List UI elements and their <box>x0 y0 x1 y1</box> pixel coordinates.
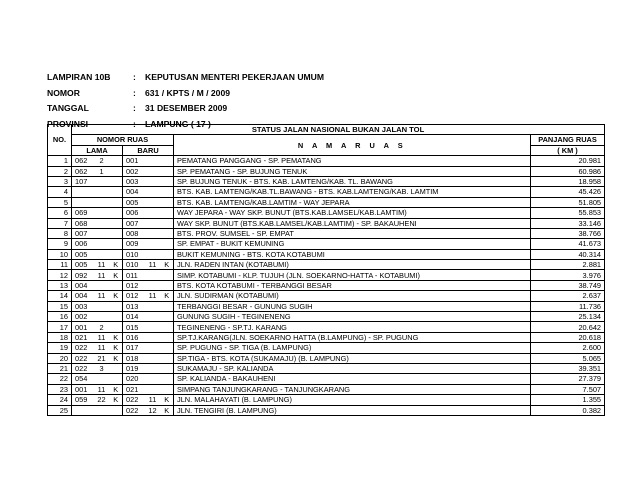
cell-baru-kode <box>161 384 174 394</box>
cell-panjang: 1.355 <box>531 395 605 405</box>
cell-lama-sub <box>94 208 110 218</box>
cell-nama-ruas: GUNUNG SUGIH - TEGINENENG <box>174 312 531 322</box>
cell-no: 20 <box>48 353 72 363</box>
cell-panjang: 27.379 <box>531 374 605 384</box>
cell-lama-kode: K <box>110 384 123 394</box>
cell-baru-nomor: 012 <box>123 291 145 301</box>
cell-baru-kode <box>161 249 174 259</box>
cell-lama-nomor <box>72 405 94 415</box>
cell-lama-kode <box>110 322 123 332</box>
cell-lama-nomor: 004 <box>72 280 94 290</box>
table-row <box>48 239 605 249</box>
cell-no: 22 <box>48 374 72 384</box>
cell-lama-kode <box>110 228 123 238</box>
cell-panjang: 2.881 <box>531 260 605 270</box>
cell-nama-ruas: BTS. KAB. LAMTENG/KAB.TL.BAWANG - BTS. KAB.LAMTENG/KAB. LAMTIM <box>174 187 531 197</box>
cell-baru-kode <box>161 228 174 238</box>
cell-baru-kode <box>161 343 174 353</box>
cell-lama-nomor: 054 <box>72 374 94 384</box>
cell-no: 23 <box>48 384 72 394</box>
cell-no: 2 <box>48 166 72 176</box>
cell-baru-sub <box>145 249 161 259</box>
cell-baru-kode <box>161 363 174 373</box>
cell-baru-sub: 11 <box>145 395 161 405</box>
cell-lama-nomor: 004 <box>72 291 94 301</box>
cell-baru-sub <box>145 197 161 207</box>
table-body <box>48 156 605 416</box>
cell-lama-sub <box>94 280 110 290</box>
cell-baru-kode <box>161 301 174 311</box>
meta-colon: : <box>133 118 136 129</box>
cell-nama-ruas: JLN. RADEN INTAN (KOTABUMI) <box>174 260 531 270</box>
cell-lama-kode: K <box>110 332 123 342</box>
cell-panjang: 20.642 <box>531 322 605 332</box>
cell-lama-sub: 11 <box>94 384 110 394</box>
cell-panjang: 7.507 <box>531 384 605 394</box>
cell-baru-sub <box>145 280 161 290</box>
cell-nama-ruas: BTS. PROV. SUMSEL - SP. EMPAT <box>174 228 531 238</box>
cell-baru-sub <box>145 208 161 218</box>
cell-nama-ruas: SP. PEMATANG - SP. BUJUNG TENUK <box>174 166 531 176</box>
cell-lama-sub: 21 <box>94 353 110 363</box>
table-row <box>48 395 605 405</box>
cell-lama-nomor: 002 <box>72 312 94 322</box>
cell-no: 16 <box>48 312 72 322</box>
cell-panjang: 39.351 <box>531 363 605 373</box>
meta-value: 31 DESEMBER 2009 <box>145 103 228 113</box>
cell-lama-nomor: 003 <box>72 301 94 311</box>
cell-no: 7 <box>48 218 72 228</box>
cell-baru-sub <box>145 218 161 228</box>
header-row-1 <box>48 135 605 145</box>
header-km: ( KM ) <box>531 145 605 155</box>
cell-panjang: 11.736 <box>531 301 605 311</box>
table-row <box>48 343 605 353</box>
cell-baru-kode <box>161 322 174 332</box>
cell-nama-ruas: SP. EMPAT - BUKIT KEMUNING <box>174 239 531 249</box>
cell-baru-kode: K <box>161 291 174 301</box>
table-row <box>48 363 605 373</box>
cell-panjang: 41.673 <box>531 239 605 249</box>
cell-nama-ruas: SP. PUGUNG - SP. TIGA (B. LAMPUNG) <box>174 343 531 353</box>
cell-panjang: 2.637 <box>531 291 605 301</box>
cell-baru-kode <box>161 270 174 280</box>
cell-lama-kode <box>110 312 123 322</box>
cell-nama-ruas: WAY JEPARA - WAY SKP. BUNUT (BTS.KAB.LAMSEL/KAB.LAMTIM) <box>174 208 531 218</box>
table-row <box>48 187 605 197</box>
cell-baru-sub <box>145 374 161 384</box>
cell-baru-nomor: 002 <box>123 166 145 176</box>
cell-baru-sub <box>145 384 161 394</box>
cell-lama-nomor: 022 <box>72 363 94 373</box>
cell-baru-sub <box>145 353 161 363</box>
cell-lama-sub: 11 <box>94 343 110 353</box>
cell-baru-nomor: 016 <box>123 332 145 342</box>
table-row <box>48 353 605 363</box>
cell-panjang: 38.749 <box>531 280 605 290</box>
cell-lama-nomor: 006 <box>72 239 94 249</box>
table-row <box>48 332 605 342</box>
table-row <box>48 280 605 290</box>
cell-no: 14 <box>48 291 72 301</box>
table-title-row <box>48 125 605 135</box>
cell-no: 15 <box>48 301 72 311</box>
document-header <box>47 70 324 132</box>
cell-lama-nomor <box>72 197 94 207</box>
cell-nama-ruas: SP. BUJUNG TENUK - BTS. KAB. LAMTENG/KAB. TL. BAWANG <box>174 176 531 186</box>
cell-lama-kode <box>110 363 123 373</box>
cell-panjang: 0.382 <box>531 405 605 415</box>
cell-lama-sub: 2 <box>94 156 110 166</box>
cell-no: 10 <box>48 249 72 259</box>
cell-no: 18 <box>48 332 72 342</box>
cell-lama-kode <box>110 239 123 249</box>
cell-lama-kode: K <box>110 270 123 280</box>
cell-lama-sub: 3 <box>94 363 110 373</box>
meta-value: KEPUTUSAN MENTERI PEKERJAAN UMUM <box>145 72 325 82</box>
cell-panjang: 25.134 <box>531 312 605 322</box>
cell-baru-sub: 11 <box>145 291 161 301</box>
cell-nama-ruas: JLN. SUDIRMAN (KOTABUMI) <box>174 291 531 301</box>
cell-nama-ruas: SUKAMAJU - SP. KALIANDA <box>174 363 531 373</box>
cell-lama-kode <box>110 156 123 166</box>
cell-lama-sub: 11 <box>94 260 110 270</box>
meta-colon: : <box>133 87 136 98</box>
cell-lama-kode <box>110 176 123 186</box>
cell-lama-kode <box>110 166 123 176</box>
cell-no: 24 <box>48 395 72 405</box>
cell-baru-kode <box>161 332 174 342</box>
header-panjang-ruas: PANJANG RUAS <box>531 135 605 145</box>
cell-panjang: 3.976 <box>531 270 605 280</box>
cell-baru-kode: K <box>161 395 174 405</box>
cell-baru-nomor: 022 <box>123 395 145 405</box>
header-no: NO. <box>48 125 72 156</box>
header-nomor-ruas: NOMOR RUAS <box>72 135 174 145</box>
cell-lama-kode <box>110 187 123 197</box>
meta-row-lampiran <box>47 70 324 86</box>
cell-baru-nomor: 003 <box>123 176 145 186</box>
cell-lama-kode: K <box>110 353 123 363</box>
cell-panjang: 38.766 <box>531 228 605 238</box>
cell-panjang: 5.065 <box>531 353 605 363</box>
table-row <box>48 156 605 166</box>
cell-no: 3 <box>48 176 72 186</box>
cell-lama-sub <box>94 301 110 311</box>
cell-no: 17 <box>48 322 72 332</box>
cell-nama-ruas: BTS. KAB. LAMTENG/KAB.LAMTIM - WAY JEPARA <box>174 197 531 207</box>
cell-no: 25 <box>48 405 72 415</box>
meta-row-tanggal <box>47 101 324 117</box>
cell-lama-sub: 11 <box>94 332 110 342</box>
cell-lama-sub <box>94 312 110 322</box>
cell-baru-sub <box>145 166 161 176</box>
cell-lama-sub <box>94 374 110 384</box>
cell-nama-ruas: WAY SKP. BUNUT (BTS.KAB.LAMSEL/KAB.LAMTIM) - SP. BAKAUHENI <box>174 218 531 228</box>
meta-colon: : <box>133 103 136 113</box>
cell-baru-nomor: 012 <box>123 280 145 290</box>
cell-lama-sub <box>94 228 110 238</box>
cell-baru-sub <box>145 228 161 238</box>
cell-lama-sub: 22 <box>94 395 110 405</box>
cell-baru-sub: 11 <box>145 260 161 270</box>
cell-lama-nomor: 001 <box>72 384 94 394</box>
cell-panjang: 55.853 <box>531 208 605 218</box>
cell-lama-nomor: 007 <box>72 228 94 238</box>
cell-lama-nomor: 005 <box>72 260 94 270</box>
cell-baru-kode: K <box>161 405 174 415</box>
cell-panjang: 20.618 <box>531 332 605 342</box>
table-row <box>48 208 605 218</box>
cell-baru-nomor: 005 <box>123 197 145 207</box>
cell-baru-nomor: 019 <box>123 363 145 373</box>
table-row <box>48 291 605 301</box>
meta-row-nomor <box>47 86 324 102</box>
cell-baru-kode <box>161 312 174 322</box>
cell-baru-kode <box>161 280 174 290</box>
meta-label: NOMOR <box>47 87 80 98</box>
cell-lama-nomor: 092 <box>72 270 94 280</box>
cell-lama-sub <box>94 405 110 415</box>
cell-baru-nomor: 008 <box>123 228 145 238</box>
cell-lama-nomor: 022 <box>72 353 94 363</box>
cell-nama-ruas: SP. KALIANDA - BAKAUHENI <box>174 374 531 384</box>
cell-baru-nomor: 022 <box>123 405 145 415</box>
road-status-table <box>47 124 605 416</box>
cell-lama-kode <box>110 197 123 207</box>
cell-baru-nomor: 006 <box>123 208 145 218</box>
cell-lama-nomor: 069 <box>72 208 94 218</box>
cell-lama-nomor: 022 <box>72 343 94 353</box>
cell-lama-sub: 2 <box>94 322 110 332</box>
header-baru: BARU <box>123 145 174 155</box>
cell-no: 11 <box>48 260 72 270</box>
header-lama: LAMA <box>72 145 123 155</box>
table-row <box>48 322 605 332</box>
cell-lama-kode <box>110 280 123 290</box>
cell-lama-kode <box>110 218 123 228</box>
cell-lama-nomor <box>72 187 94 197</box>
cell-baru-sub <box>145 312 161 322</box>
cell-no: 21 <box>48 363 72 373</box>
cell-nama-ruas: PEMATANG PANGGANG - SP. PEMATANG <box>174 156 531 166</box>
cell-no: 1 <box>48 156 72 166</box>
cell-panjang: 33.146 <box>531 218 605 228</box>
table-row <box>48 312 605 322</box>
cell-baru-nomor: 015 <box>123 322 145 332</box>
table-row <box>48 176 605 186</box>
cell-baru-kode <box>161 176 174 186</box>
cell-panjang: 20.981 <box>531 156 605 166</box>
table-row <box>48 270 605 280</box>
cell-baru-sub <box>145 322 161 332</box>
cell-baru-kode <box>161 374 174 384</box>
cell-lama-sub <box>94 239 110 249</box>
table-row <box>48 249 605 259</box>
cell-lama-kode: K <box>110 260 123 270</box>
cell-nama-ruas: TEGINENENG - SP.TJ. KARANG <box>174 322 531 332</box>
cell-baru-sub <box>145 363 161 373</box>
meta-label: LAMPIRAN 10B <box>47 72 111 82</box>
table-row <box>48 166 605 176</box>
cell-baru-kode <box>161 166 174 176</box>
table-row <box>48 228 605 238</box>
cell-nama-ruas: JLN. MALAHAYATI (B. LAMPUNG) <box>174 395 531 405</box>
header-nama-ruas: N A M A R U A S <box>174 135 531 156</box>
cell-lama-sub <box>94 218 110 228</box>
cell-baru-nomor: 010 <box>123 249 145 259</box>
cell-panjang: 51.805 <box>531 197 605 207</box>
meta-colon: : <box>133 72 136 82</box>
cell-lama-kode <box>110 208 123 218</box>
cell-baru-kode <box>161 208 174 218</box>
cell-baru-nomor: 014 <box>123 312 145 322</box>
cell-baru-sub: 12 <box>145 405 161 415</box>
cell-baru-sub <box>145 270 161 280</box>
cell-nama-ruas: BTS. KOTA KOTABUMI - TERBANGGI BESAR <box>174 280 531 290</box>
cell-baru-nomor: 011 <box>123 270 145 280</box>
meta-label: TANGGAL <box>47 103 89 113</box>
cell-lama-nomor: 059 <box>72 395 94 405</box>
cell-no: 19 <box>48 343 72 353</box>
cell-baru-nomor: 020 <box>123 374 145 384</box>
cell-nama-ruas: TERBANGGI BESAR - GUNUNG SUGIH <box>174 301 531 311</box>
cell-lama-nomor: 062 <box>72 166 94 176</box>
table-row <box>48 197 605 207</box>
cell-baru-nomor: 010 <box>123 260 145 270</box>
cell-baru-nomor: 013 <box>123 301 145 311</box>
cell-no: 4 <box>48 187 72 197</box>
cell-lama-kode <box>110 374 123 384</box>
table-row <box>48 384 605 394</box>
cell-lama-sub <box>94 187 110 197</box>
cell-baru-sub <box>145 239 161 249</box>
cell-lama-sub: 11 <box>94 270 110 280</box>
table-row <box>48 405 605 415</box>
meta-label: PROVINSI <box>47 118 89 129</box>
cell-baru-nomor: 004 <box>123 187 145 197</box>
cell-baru-nomor: 018 <box>123 353 145 363</box>
cell-baru-nomor: 001 <box>123 156 145 166</box>
cell-nama-ruas: SP.TJ.KARANG(JLN. SOEKARNO HATTA (B.LAMPUNG) - SP. PUGUNG <box>174 332 531 342</box>
cell-panjang: 18.958 <box>531 176 605 186</box>
cell-nama-ruas: BUKIT KEMUNING - BTS. KOTA KOTABUMI <box>174 249 531 259</box>
cell-baru-kode <box>161 218 174 228</box>
cell-baru-sub <box>145 187 161 197</box>
cell-lama-nomor: 005 <box>72 249 94 259</box>
cell-panjang: 45.426 <box>531 187 605 197</box>
cell-no: 5 <box>48 197 72 207</box>
table-row <box>48 218 605 228</box>
cell-no: 12 <box>48 270 72 280</box>
cell-baru-kode: K <box>161 260 174 270</box>
cell-panjang: 60.986 <box>531 166 605 176</box>
cell-lama-nomor: 021 <box>72 332 94 342</box>
cell-lama-nomor: 001 <box>72 322 94 332</box>
cell-baru-kode <box>161 239 174 249</box>
cell-panjang: 40.314 <box>531 249 605 259</box>
cell-baru-kode <box>161 197 174 207</box>
cell-nama-ruas: JLN. TENGIRI (B. LAMPUNG) <box>174 405 531 415</box>
cell-baru-sub <box>145 301 161 311</box>
cell-lama-nomor: 107 <box>72 176 94 186</box>
cell-baru-kode <box>161 187 174 197</box>
cell-lama-sub: 11 <box>94 291 110 301</box>
cell-baru-kode <box>161 156 174 166</box>
cell-lama-sub <box>94 176 110 186</box>
cell-baru-nomor: 009 <box>123 239 145 249</box>
meta-value: LAMPUNG ( 17 ) <box>145 118 211 129</box>
cell-lama-kode: K <box>110 395 123 405</box>
cell-panjang: 2.600 <box>531 343 605 353</box>
cell-baru-sub <box>145 343 161 353</box>
cell-lama-nomor: 062 <box>72 156 94 166</box>
table-row <box>48 260 605 270</box>
cell-lama-kode: K <box>110 343 123 353</box>
cell-nama-ruas: SIMPANG TANJUNGKARANG - TANJUNGKARANG <box>174 384 531 394</box>
cell-no: 6 <box>48 208 72 218</box>
cell-lama-nomor: 068 <box>72 218 94 228</box>
cell-nama-ruas: SIMP. KOTABUMI - KLP. TUJUH (JLN. SOEKARNO-HATTA - KOTABUMI) <box>174 270 531 280</box>
cell-no: 9 <box>48 239 72 249</box>
cell-lama-kode: K <box>110 291 123 301</box>
cell-nama-ruas: SP.TIGA - BTS. KOTA (SUKAMAJU) (B. LAMPUNG) <box>174 353 531 363</box>
cell-baru-sub <box>145 156 161 166</box>
cell-baru-nomor: 017 <box>123 343 145 353</box>
cell-baru-sub <box>145 332 161 342</box>
cell-lama-kode <box>110 301 123 311</box>
table-row <box>48 374 605 384</box>
cell-baru-nomor: 021 <box>123 384 145 394</box>
cell-no: 13 <box>48 280 72 290</box>
meta-value: 631 / KPTS / M / 2009 <box>145 87 231 98</box>
cell-lama-sub: 1 <box>94 166 110 176</box>
cell-no: 8 <box>48 228 72 238</box>
table-title: STATUS JALAN NASIONAL BUKAN JALAN TOL <box>72 125 605 135</box>
cell-baru-nomor: 007 <box>123 218 145 228</box>
cell-baru-kode <box>161 353 174 363</box>
cell-lama-kode <box>110 405 123 415</box>
cell-lama-sub <box>94 197 110 207</box>
table-row <box>48 301 605 311</box>
cell-baru-sub <box>145 176 161 186</box>
cell-lama-kode <box>110 249 123 259</box>
cell-lama-sub <box>94 249 110 259</box>
